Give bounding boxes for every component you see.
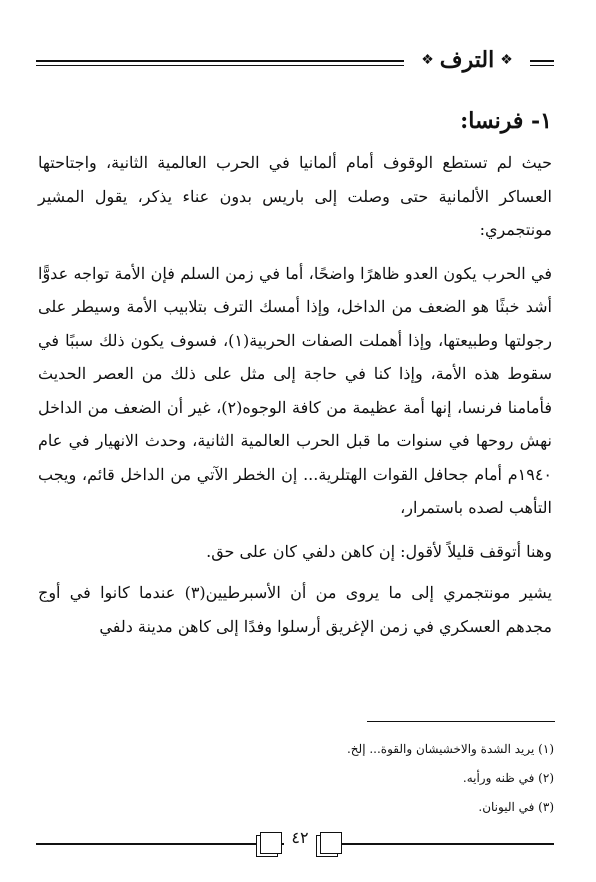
header-title: الترف [439, 47, 495, 73]
paragraph: وهنا أتوقف قليلاً لأقول: إن كاهن دلفي كان على حق. [206, 541, 552, 561]
footnote: (٢) في ظنه ورأيه. [462, 771, 554, 785]
quote-paragraph: في الحرب يكون العدو ظاهرًا واضحًا، أما في زمن السلم فإن الأمة تواجه عدوًّا أشد خبثًا هو الضعف من الداخل، وإذا أمسك الترف بتلابيب الأمة وسيطر على رجولتها وطبيعتها، وإذا أهملت الصفات الحربية(١)، فسوف يكون ذلك سببًا في سقوط هذه الأمة، وإذا كنا في حاجة إلى مثل على ذلك من العصر الحديث فأمامنا فرنسا، إنها أمة عظيمة من كافة الوجوه(٢)، غير أن الضعف من الداخل نهش روحها في سنوات ما قبل الحرب العالمية الثانية، وحدث الانهيار في عام ١٩٤٠م أمام جحافل القوات الهتلرية... إن الخطر الآتي من الداخل قائم، ويجب التأهب لصده باستمرار، [38, 263, 553, 517]
paragraph: حيث لم تستطع الوقوف أمام ألمانيا في الحرب العالمية الثانية، واجتاحتها العساكر الألمانية حتى وصلت إلى باريس بدون عناء يذكر، يقول المشير مونتجمري: [38, 153, 552, 239]
footnote: (٣) في اليونان. [478, 800, 554, 814]
footnote-separator [367, 721, 555, 722]
page-number: ٤٢ [284, 828, 316, 847]
section-heading: ١- فرنسا: [460, 108, 552, 134]
header-rule [36, 60, 404, 66]
paragraph: يشير مونتجمري إلى ما يروى من أن الأسبرطيين(٣) عندما كانوا في أوج مجدهم العسكري في زمن الإغريق أرسلوا وفدًا إلى كاهن مدينة دلفي [38, 583, 552, 636]
header-rule [530, 60, 554, 66]
footnotes [347, 735, 554, 822]
footer-ornament-icon [320, 832, 342, 854]
running-header [404, 40, 530, 80]
footer-ornament-icon [260, 832, 282, 854]
footnote: (١) يريد الشدة والاخشيشان والقوة... إلخ. [346, 742, 554, 756]
page-body [38, 100, 552, 653]
ornament-icon: ❖ [421, 52, 434, 68]
ornament-icon: ❖ [500, 52, 513, 68]
